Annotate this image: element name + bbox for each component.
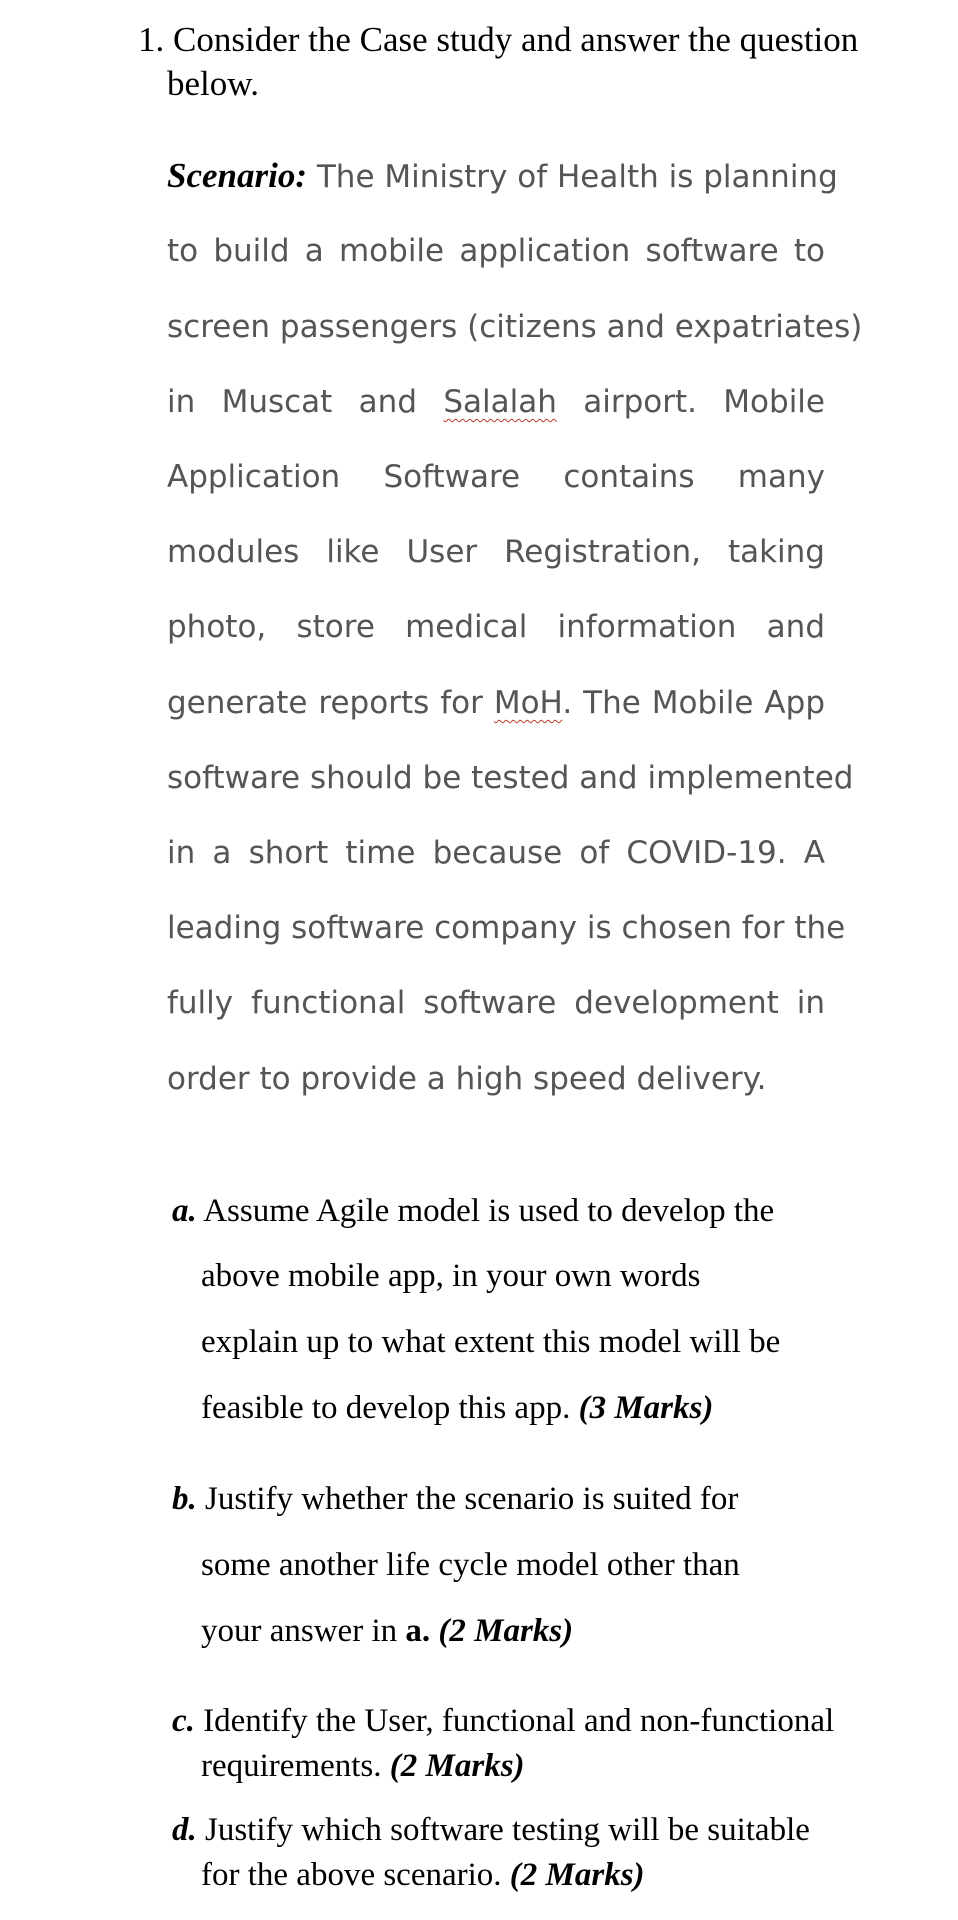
scenario-line-11: leading software company is chosen for the [167,910,846,946]
sub-question-c-line-1 [172,1699,834,1743]
question-number: 1. [138,20,165,59]
sub-question-a-line-1 [172,1189,774,1233]
sub-question-b-text-1: Justify whether the scenario is suited for [205,1481,739,1517]
scenario-line-8-post: . The Mobile App [562,685,825,721]
sub-question-b-marks: (2 Marks) [438,1613,574,1649]
sub-question-a-letter: a. [172,1193,197,1229]
question-line-2 [167,62,259,106]
sub-question-b-reference: a. [405,1613,431,1649]
sub-question-a-marks: (3 Marks) [578,1390,714,1426]
sub-question-c-line-2 [201,1744,525,1788]
scenario-line-7: photo, store medical information and [167,609,825,645]
sub-question-d-text-1: Justify which software testing will be suitable [205,1812,810,1848]
sub-question-a-text-4: feasible to develop this app. [201,1390,571,1426]
scenario-line-3: screen passengers (citizens and expatriates) [167,309,863,345]
scenario-line-9: software should be tested and implemented [167,760,854,796]
scenario-line-2: to build a mobile application software to [167,233,825,269]
question-text-line-1: Consider the Case study and answer the question [173,20,859,59]
sub-question-b-line-2: some another life cycle model other than [201,1547,740,1583]
scenario-line-4-pre: in Muscat and [167,384,444,420]
sub-question-c-letter: c. [172,1703,195,1739]
spelling-flag-moh[interactable]: MoH [493,685,563,721]
sub-question-a-line-4 [201,1386,713,1430]
sub-question-b-letter: b. [172,1481,197,1517]
sub-question-c-text-2: requirements. [201,1748,382,1784]
sub-question-d-marks: (2 Marks) [509,1857,645,1893]
sub-question-a-text-1: Assume Agile model is used to develop the [203,1193,775,1229]
scenario-line-8 [167,682,825,724]
sub-question-c-marks: (2 Marks) [389,1748,525,1784]
scenario-line-4-post: airport. Mobile [556,384,825,420]
scenario-text-1: The Ministry of Health is planning [316,159,838,195]
sub-question-c-text-1: Identify the User, functional and non-functional [203,1703,835,1739]
scenario-line-12: fully functional software development in [167,985,825,1021]
sub-question-b-text-3: your answer in [201,1613,398,1649]
scenario-line-6: modules like User Registration, taking [167,534,825,570]
scenario-line-1 [167,155,838,198]
scenario-label: Scenario: [167,156,307,195]
sub-question-a-line-3: explain up to what extent this model will be [201,1324,781,1360]
sub-question-d-text-2: for the above scenario. [201,1857,502,1893]
scenario-line-4 [167,381,825,423]
sub-question-b-line-1 [172,1477,738,1521]
scenario-line-8-pre: generate reports for [167,685,494,721]
sub-question-b-line-3 [201,1609,573,1653]
question-line-1 [138,18,858,62]
sub-question-d-line-1 [172,1808,810,1852]
sub-question-a-line-2: above mobile app, in your own words [201,1258,701,1294]
scenario-line-10: in a short time because of COVID-19. A [167,835,825,871]
sub-question-d-letter: d. [172,1812,197,1848]
sub-question-d-line-2 [201,1853,645,1897]
scenario-line-13: order to provide a high speed delivery. [167,1061,767,1097]
spelling-flag-salalah[interactable]: Salalah [443,384,557,420]
question-text-line-2: below. [167,64,260,103]
scenario-line-5: Application Software contains many [167,459,825,495]
